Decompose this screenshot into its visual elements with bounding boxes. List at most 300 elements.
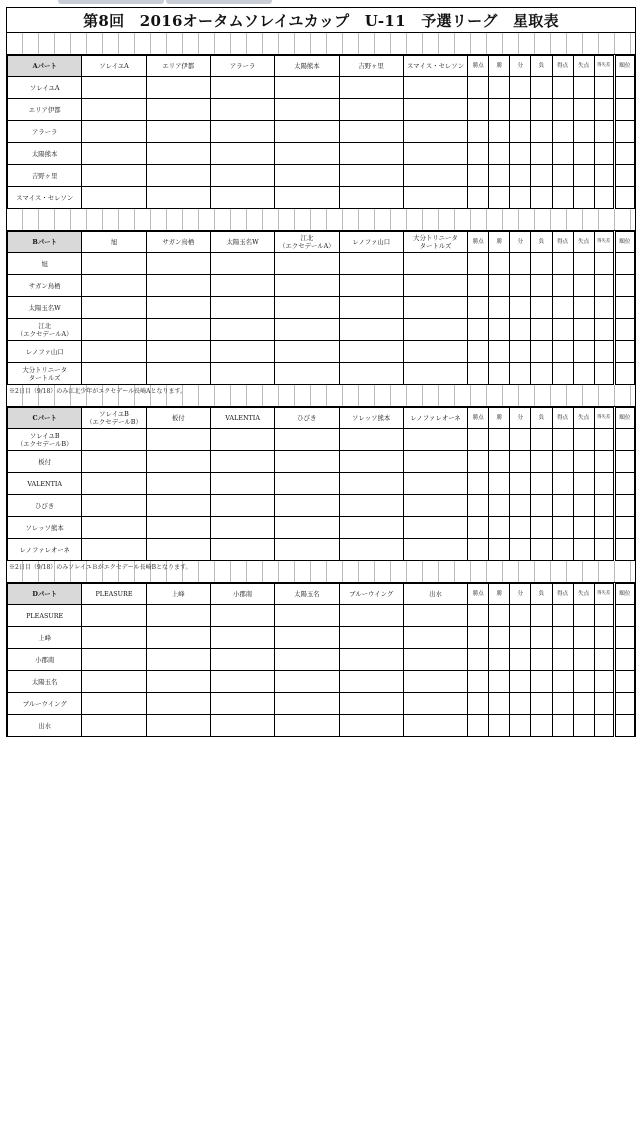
stat-cell[interactable] (594, 473, 614, 495)
result-cell[interactable] (275, 517, 339, 539)
stat-cell[interactable] (489, 341, 510, 363)
stat-cell[interactable] (468, 473, 489, 495)
stat-cell[interactable] (594, 627, 614, 649)
result-cell[interactable] (210, 429, 274, 451)
result-cell[interactable] (82, 187, 146, 209)
result-cell[interactable] (403, 429, 467, 451)
stat-cell[interactable] (573, 627, 594, 649)
stat-cell[interactable] (468, 429, 489, 451)
result-cell[interactable] (210, 539, 274, 561)
result-cell[interactable] (275, 253, 339, 275)
stat-cell[interactable] (489, 693, 510, 715)
stat-cell[interactable] (552, 165, 573, 187)
result-cell[interactable] (82, 341, 146, 363)
stat-cell[interactable] (614, 143, 634, 165)
stat-cell[interactable] (552, 473, 573, 495)
stat-cell[interactable] (573, 341, 594, 363)
result-cell[interactable] (403, 495, 467, 517)
result-cell[interactable] (210, 605, 274, 627)
stat-cell[interactable] (552, 693, 573, 715)
result-cell[interactable] (146, 605, 210, 627)
result-cell[interactable] (82, 275, 146, 297)
result-cell[interactable] (146, 473, 210, 495)
result-cell[interactable] (210, 275, 274, 297)
result-cell[interactable] (403, 99, 467, 121)
stat-cell[interactable] (573, 693, 594, 715)
result-cell[interactable] (210, 165, 274, 187)
result-cell[interactable] (403, 671, 467, 693)
stat-cell[interactable] (531, 495, 552, 517)
result-cell[interactable] (339, 121, 403, 143)
stat-cell[interactable] (531, 253, 552, 275)
stat-cell[interactable] (489, 539, 510, 561)
stat-cell[interactable] (468, 451, 489, 473)
result-cell[interactable] (275, 341, 339, 363)
result-cell[interactable] (275, 297, 339, 319)
result-cell[interactable] (210, 99, 274, 121)
stat-cell[interactable] (614, 99, 634, 121)
result-cell[interactable] (146, 253, 210, 275)
stat-cell[interactable] (489, 649, 510, 671)
self-match-cell[interactable] (210, 473, 274, 495)
self-match-cell[interactable] (82, 429, 146, 451)
stat-cell[interactable] (614, 429, 634, 451)
stat-cell[interactable] (468, 627, 489, 649)
stat-cell[interactable] (489, 319, 510, 341)
stat-cell[interactable] (468, 121, 489, 143)
stat-cell[interactable] (552, 671, 573, 693)
stat-cell[interactable] (573, 143, 594, 165)
self-match-cell[interactable] (275, 671, 339, 693)
stat-cell[interactable] (489, 187, 510, 209)
stat-cell[interactable] (468, 605, 489, 627)
stat-cell[interactable] (510, 275, 531, 297)
stat-cell[interactable] (468, 297, 489, 319)
stat-cell[interactable] (468, 253, 489, 275)
stat-cell[interactable] (552, 451, 573, 473)
stat-cell[interactable] (573, 319, 594, 341)
stat-cell[interactable] (468, 517, 489, 539)
stat-cell[interactable] (510, 671, 531, 693)
stat-cell[interactable] (510, 451, 531, 473)
stat-cell[interactable] (614, 473, 634, 495)
stat-cell[interactable] (489, 473, 510, 495)
stat-cell[interactable] (614, 165, 634, 187)
stat-cell[interactable] (614, 671, 634, 693)
result-cell[interactable] (403, 165, 467, 187)
result-cell[interactable] (82, 495, 146, 517)
stat-cell[interactable] (573, 495, 594, 517)
result-cell[interactable] (339, 715, 403, 737)
stat-cell[interactable] (489, 363, 510, 385)
self-match-cell[interactable] (339, 693, 403, 715)
stat-cell[interactable] (468, 165, 489, 187)
self-match-cell[interactable] (146, 451, 210, 473)
stat-cell[interactable] (468, 693, 489, 715)
stat-cell[interactable] (531, 165, 552, 187)
stat-cell[interactable] (531, 671, 552, 693)
stat-cell[interactable] (510, 143, 531, 165)
result-cell[interactable] (210, 319, 274, 341)
stat-cell[interactable] (614, 363, 634, 385)
stat-cell[interactable] (594, 495, 614, 517)
stat-cell[interactable] (614, 275, 634, 297)
result-cell[interactable] (146, 77, 210, 99)
stat-cell[interactable] (531, 297, 552, 319)
stat-cell[interactable] (510, 539, 531, 561)
result-cell[interactable] (403, 319, 467, 341)
result-cell[interactable] (146, 165, 210, 187)
result-cell[interactable] (403, 693, 467, 715)
stat-cell[interactable] (531, 451, 552, 473)
result-cell[interactable] (146, 671, 210, 693)
stat-cell[interactable] (573, 539, 594, 561)
result-cell[interactable] (210, 715, 274, 737)
stat-cell[interactable] (531, 429, 552, 451)
stat-cell[interactable] (614, 693, 634, 715)
result-cell[interactable] (210, 77, 274, 99)
result-cell[interactable] (403, 341, 467, 363)
result-cell[interactable] (82, 539, 146, 561)
result-cell[interactable] (146, 693, 210, 715)
stat-cell[interactable] (573, 77, 594, 99)
result-cell[interactable] (275, 99, 339, 121)
stat-cell[interactable] (614, 187, 634, 209)
self-match-cell[interactable] (403, 187, 467, 209)
self-match-cell[interactable] (339, 165, 403, 187)
stat-cell[interactable] (489, 429, 510, 451)
stat-cell[interactable] (489, 605, 510, 627)
stat-cell[interactable] (573, 165, 594, 187)
stat-cell[interactable] (614, 77, 634, 99)
stat-cell[interactable] (614, 451, 634, 473)
stat-cell[interactable] (614, 297, 634, 319)
stat-cell[interactable] (510, 693, 531, 715)
stat-cell[interactable] (510, 165, 531, 187)
result-cell[interactable] (339, 143, 403, 165)
stat-cell[interactable] (552, 715, 573, 737)
self-match-cell[interactable] (210, 121, 274, 143)
result-cell[interactable] (210, 253, 274, 275)
stat-cell[interactable] (614, 495, 634, 517)
result-cell[interactable] (403, 605, 467, 627)
stat-cell[interactable] (552, 495, 573, 517)
result-cell[interactable] (275, 539, 339, 561)
result-cell[interactable] (403, 473, 467, 495)
stat-cell[interactable] (594, 187, 614, 209)
stat-cell[interactable] (573, 451, 594, 473)
result-cell[interactable] (275, 275, 339, 297)
stat-cell[interactable] (573, 605, 594, 627)
result-cell[interactable] (275, 165, 339, 187)
self-match-cell[interactable] (275, 495, 339, 517)
stat-cell[interactable] (552, 539, 573, 561)
result-cell[interactable] (210, 187, 274, 209)
stat-cell[interactable] (552, 341, 573, 363)
stat-cell[interactable] (594, 671, 614, 693)
self-match-cell[interactable] (403, 715, 467, 737)
result-cell[interactable] (339, 473, 403, 495)
result-cell[interactable] (82, 451, 146, 473)
result-cell[interactable] (146, 649, 210, 671)
stat-cell[interactable] (531, 275, 552, 297)
stat-cell[interactable] (594, 121, 614, 143)
result-cell[interactable] (339, 605, 403, 627)
stat-cell[interactable] (489, 715, 510, 737)
stat-cell[interactable] (531, 143, 552, 165)
result-cell[interactable] (403, 121, 467, 143)
self-match-cell[interactable] (146, 627, 210, 649)
self-match-cell[interactable] (146, 275, 210, 297)
stat-cell[interactable] (468, 319, 489, 341)
result-cell[interactable] (339, 319, 403, 341)
stat-cell[interactable] (594, 77, 614, 99)
result-cell[interactable] (339, 275, 403, 297)
stat-cell[interactable] (573, 517, 594, 539)
stat-cell[interactable] (552, 517, 573, 539)
result-cell[interactable] (275, 473, 339, 495)
stat-cell[interactable] (489, 297, 510, 319)
result-cell[interactable] (210, 495, 274, 517)
stat-cell[interactable] (510, 495, 531, 517)
stat-cell[interactable] (552, 99, 573, 121)
stat-cell[interactable] (594, 539, 614, 561)
result-cell[interactable] (403, 517, 467, 539)
stat-cell[interactable] (531, 121, 552, 143)
stat-cell[interactable] (552, 121, 573, 143)
result-cell[interactable] (82, 297, 146, 319)
stat-cell[interactable] (510, 297, 531, 319)
stat-cell[interactable] (614, 627, 634, 649)
stat-cell[interactable] (614, 319, 634, 341)
stat-cell[interactable] (573, 99, 594, 121)
result-cell[interactable] (146, 363, 210, 385)
stat-cell[interactable] (510, 429, 531, 451)
stat-cell[interactable] (510, 77, 531, 99)
stat-cell[interactable] (552, 275, 573, 297)
stat-cell[interactable] (573, 187, 594, 209)
result-cell[interactable] (210, 341, 274, 363)
result-cell[interactable] (82, 517, 146, 539)
stat-cell[interactable] (468, 363, 489, 385)
result-cell[interactable] (339, 539, 403, 561)
result-cell[interactable] (339, 649, 403, 671)
stat-cell[interactable] (552, 253, 573, 275)
result-cell[interactable] (210, 627, 274, 649)
stat-cell[interactable] (489, 517, 510, 539)
result-cell[interactable] (82, 143, 146, 165)
result-cell[interactable] (339, 429, 403, 451)
stat-cell[interactable] (594, 715, 614, 737)
result-cell[interactable] (275, 429, 339, 451)
stat-cell[interactable] (510, 99, 531, 121)
stat-cell[interactable] (531, 627, 552, 649)
stat-cell[interactable] (531, 187, 552, 209)
stat-cell[interactable] (531, 319, 552, 341)
self-match-cell[interactable] (82, 605, 146, 627)
result-cell[interactable] (146, 121, 210, 143)
result-cell[interactable] (210, 693, 274, 715)
stat-cell[interactable] (468, 143, 489, 165)
stat-cell[interactable] (489, 143, 510, 165)
result-cell[interactable] (146, 517, 210, 539)
stat-cell[interactable] (594, 429, 614, 451)
result-cell[interactable] (339, 451, 403, 473)
result-cell[interactable] (210, 143, 274, 165)
result-cell[interactable] (82, 649, 146, 671)
result-cell[interactable] (82, 121, 146, 143)
stat-cell[interactable] (531, 341, 552, 363)
result-cell[interactable] (339, 187, 403, 209)
result-cell[interactable] (146, 341, 210, 363)
stat-cell[interactable] (531, 539, 552, 561)
stat-cell[interactable] (510, 121, 531, 143)
stat-cell[interactable] (489, 627, 510, 649)
stat-cell[interactable] (594, 165, 614, 187)
self-match-cell[interactable] (82, 253, 146, 275)
stat-cell[interactable] (489, 165, 510, 187)
stat-cell[interactable] (489, 77, 510, 99)
result-cell[interactable] (146, 495, 210, 517)
result-cell[interactable] (275, 715, 339, 737)
stat-cell[interactable] (552, 429, 573, 451)
result-cell[interactable] (275, 363, 339, 385)
self-match-cell[interactable] (82, 77, 146, 99)
stat-cell[interactable] (594, 297, 614, 319)
result-cell[interactable] (339, 77, 403, 99)
stat-cell[interactable] (594, 517, 614, 539)
stat-cell[interactable] (594, 341, 614, 363)
result-cell[interactable] (146, 319, 210, 341)
result-cell[interactable] (275, 693, 339, 715)
self-match-cell[interactable] (210, 649, 274, 671)
stat-cell[interactable] (531, 693, 552, 715)
self-match-cell[interactable] (275, 143, 339, 165)
stat-cell[interactable] (594, 275, 614, 297)
result-cell[interactable] (210, 671, 274, 693)
result-cell[interactable] (403, 143, 467, 165)
result-cell[interactable] (275, 605, 339, 627)
stat-cell[interactable] (594, 363, 614, 385)
result-cell[interactable] (146, 143, 210, 165)
stat-cell[interactable] (510, 253, 531, 275)
stat-cell[interactable] (468, 649, 489, 671)
stat-cell[interactable] (614, 341, 634, 363)
result-cell[interactable] (339, 253, 403, 275)
result-cell[interactable] (146, 715, 210, 737)
stat-cell[interactable] (510, 649, 531, 671)
result-cell[interactable] (339, 297, 403, 319)
stat-cell[interactable] (552, 363, 573, 385)
stat-cell[interactable] (614, 539, 634, 561)
stat-cell[interactable] (489, 121, 510, 143)
stat-cell[interactable] (552, 319, 573, 341)
stat-cell[interactable] (510, 605, 531, 627)
result-cell[interactable] (275, 77, 339, 99)
stat-cell[interactable] (531, 605, 552, 627)
stat-cell[interactable] (573, 429, 594, 451)
stat-cell[interactable] (552, 627, 573, 649)
stat-cell[interactable] (489, 253, 510, 275)
result-cell[interactable] (275, 187, 339, 209)
self-match-cell[interactable] (275, 319, 339, 341)
stat-cell[interactable] (552, 77, 573, 99)
browser-tab-left[interactable] (58, 0, 164, 4)
stat-cell[interactable] (552, 297, 573, 319)
stat-cell[interactable] (468, 671, 489, 693)
stat-cell[interactable] (531, 473, 552, 495)
stat-cell[interactable] (489, 451, 510, 473)
stat-cell[interactable] (510, 627, 531, 649)
stat-cell[interactable] (594, 451, 614, 473)
result-cell[interactable] (82, 319, 146, 341)
result-cell[interactable] (146, 539, 210, 561)
stat-cell[interactable] (594, 99, 614, 121)
stat-cell[interactable] (573, 253, 594, 275)
stat-cell[interactable] (489, 671, 510, 693)
stat-cell[interactable] (489, 275, 510, 297)
stat-cell[interactable] (552, 605, 573, 627)
stat-cell[interactable] (510, 341, 531, 363)
stat-cell[interactable] (614, 517, 634, 539)
stat-cell[interactable] (552, 143, 573, 165)
stat-cell[interactable] (573, 275, 594, 297)
stat-cell[interactable] (468, 715, 489, 737)
stat-cell[interactable] (614, 715, 634, 737)
stat-cell[interactable] (594, 143, 614, 165)
result-cell[interactable] (82, 473, 146, 495)
stat-cell[interactable] (489, 99, 510, 121)
stat-cell[interactable] (510, 517, 531, 539)
result-cell[interactable] (275, 649, 339, 671)
result-cell[interactable] (403, 253, 467, 275)
stat-cell[interactable] (468, 341, 489, 363)
result-cell[interactable] (339, 495, 403, 517)
result-cell[interactable] (275, 121, 339, 143)
stat-cell[interactable] (531, 649, 552, 671)
stat-cell[interactable] (573, 363, 594, 385)
stat-cell[interactable] (573, 473, 594, 495)
stat-cell[interactable] (552, 187, 573, 209)
stat-cell[interactable] (510, 363, 531, 385)
stat-cell[interactable] (468, 495, 489, 517)
stat-cell[interactable] (614, 121, 634, 143)
stat-cell[interactable] (594, 693, 614, 715)
stat-cell[interactable] (531, 77, 552, 99)
stat-cell[interactable] (594, 649, 614, 671)
result-cell[interactable] (339, 671, 403, 693)
result-cell[interactable] (403, 275, 467, 297)
stat-cell[interactable] (573, 715, 594, 737)
result-cell[interactable] (403, 451, 467, 473)
stat-cell[interactable] (489, 495, 510, 517)
stat-cell[interactable] (552, 649, 573, 671)
result-cell[interactable] (82, 165, 146, 187)
stat-cell[interactable] (614, 605, 634, 627)
result-cell[interactable] (339, 99, 403, 121)
result-cell[interactable] (403, 77, 467, 99)
stat-cell[interactable] (468, 99, 489, 121)
result-cell[interactable] (210, 363, 274, 385)
result-cell[interactable] (146, 187, 210, 209)
stat-cell[interactable] (573, 297, 594, 319)
result-cell[interactable] (146, 429, 210, 451)
result-cell[interactable] (82, 715, 146, 737)
stat-cell[interactable] (510, 473, 531, 495)
self-match-cell[interactable] (339, 517, 403, 539)
result-cell[interactable] (82, 363, 146, 385)
result-cell[interactable] (403, 297, 467, 319)
